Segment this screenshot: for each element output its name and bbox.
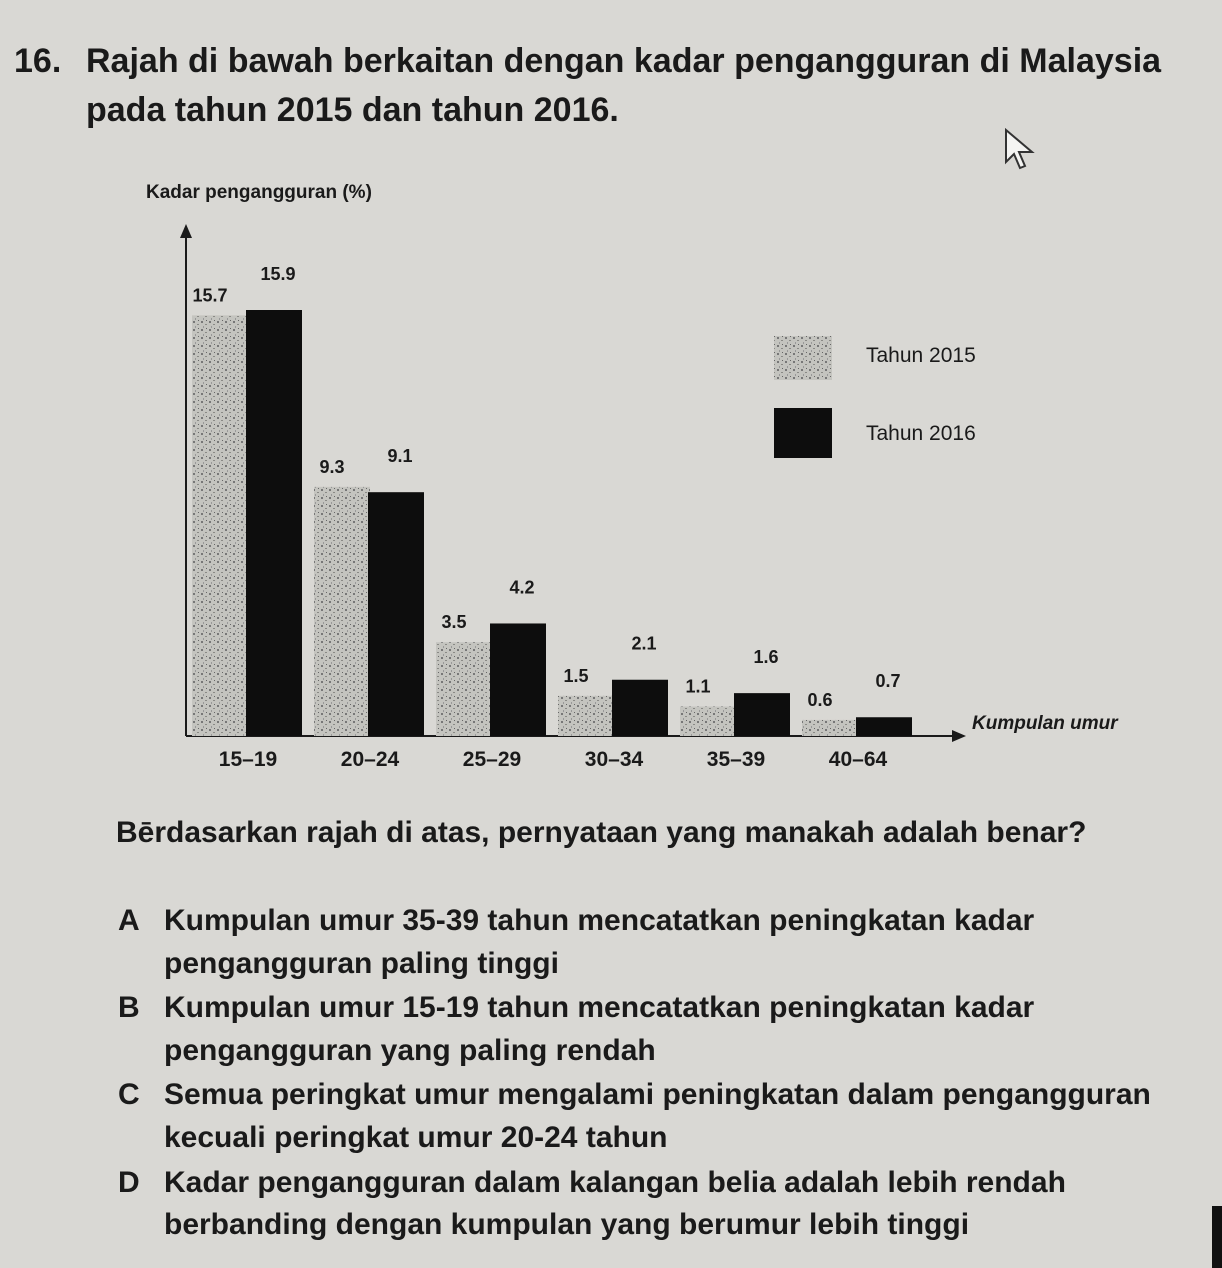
- bar-2016-0: [246, 310, 302, 736]
- x-tick-label-2: 25–29: [462, 748, 522, 771]
- y-axis-arrow-icon: [180, 224, 192, 238]
- option-b-letter: B: [118, 991, 140, 1025]
- option-d-text: Kadar pengangguran dalam kalangan belia adalah lebih rendah berbanding dengan kumpulan yang berumur lebih tinggi: [164, 1165, 1066, 1242]
- option-a-letter: A: [118, 904, 140, 937]
- data-label-2016-0: 15.9: [260, 264, 296, 284]
- x-tick-label-1: 20–24: [340, 748, 400, 771]
- data-label-2016-5: 0.7: [875, 671, 901, 692]
- x-tick-label-5: 40–64: [828, 748, 888, 771]
- legend-swatch-2015: [774, 336, 832, 380]
- y-axis-label: Kadar pengangguran (%): [146, 182, 372, 203]
- mouse-pointer-icon: [1004, 128, 1038, 172]
- option-a-text: Kumpulan umur 35-39 tahun mencatatkan peningkatan kadar pengangguran paling tinggi: [164, 904, 1035, 980]
- option-d[interactable]: [118, 1162, 1198, 1247]
- data-label-2016-3: 2.1: [631, 633, 657, 654]
- data-label-2015-3: 1.5: [563, 665, 589, 686]
- bar-2015-4: [680, 707, 736, 736]
- question-number: 16.: [14, 42, 62, 80]
- option-c-text: Semua peringkat umur mengalami peningkatan dalam pengangguran kecuali peringkat umur 20-24 tahun: [164, 1078, 1151, 1154]
- legend-label-2015: Tahun 2015: [866, 344, 976, 367]
- data-label-2015-2: 3.5: [441, 612, 467, 633]
- question-text-line1: Rajah di bawah berkaitan dengan kadar pengangguran di Malaysia: [86, 42, 1162, 80]
- x-axis-label: Kumpulan umur: [972, 713, 1118, 734]
- question-text-line2: pada tahun 2015 dan tahun 2016.: [86, 91, 619, 130]
- option-b-text: Kumpulan umur 15-19 tahun mencatatkan peningkatan kadar pengangguran yang paling rendah: [164, 991, 1035, 1067]
- x-tick-label-3: 30–34: [584, 748, 644, 771]
- option-b[interactable]: [118, 987, 1198, 1072]
- bar-2016-5: [856, 717, 912, 736]
- answer-options: [118, 900, 1198, 1249]
- bar-2015-3: [558, 696, 614, 736]
- data-label-2015-5: 0.6: [807, 689, 833, 710]
- option-a[interactable]: [118, 900, 1198, 985]
- data-label-2016-4: 1.6: [753, 647, 779, 668]
- legend-swatch-2016: [774, 408, 832, 458]
- bar-2016-1: [368, 492, 424, 736]
- data-label-2015-0: 15.7: [192, 285, 228, 306]
- data-label-2015-4: 1.1: [685, 676, 711, 697]
- bar-2016-4: [734, 693, 790, 736]
- edge-shadow: [1212, 1206, 1222, 1268]
- bar-2015-1: [314, 487, 370, 736]
- option-c-letter: C: [118, 1078, 140, 1112]
- bar-2015-5: [802, 720, 858, 736]
- question-prompt: Bērdasarkan rajah di atas, pernyataan yang manakah adalah benar?: [116, 816, 1087, 849]
- bar-2016-2: [490, 623, 546, 736]
- legend-label-2016: Tahun 2016: [866, 422, 976, 445]
- data-label-2016-2: 4.2: [509, 577, 535, 598]
- bar-2016-3: [612, 680, 668, 736]
- option-d-letter: D: [118, 1165, 140, 1199]
- x-axis-arrow-icon: [952, 730, 966, 742]
- data-label-2016-1: 9.1: [387, 446, 413, 467]
- x-tick-label-4: 35–39: [706, 748, 766, 771]
- bar-2015-2: [436, 642, 492, 736]
- x-tick-label-0: 15–19: [218, 748, 278, 771]
- data-label-2015-1: 9.3: [319, 456, 345, 477]
- bar-2015-0: [192, 315, 248, 736]
- option-c[interactable]: [118, 1074, 1198, 1159]
